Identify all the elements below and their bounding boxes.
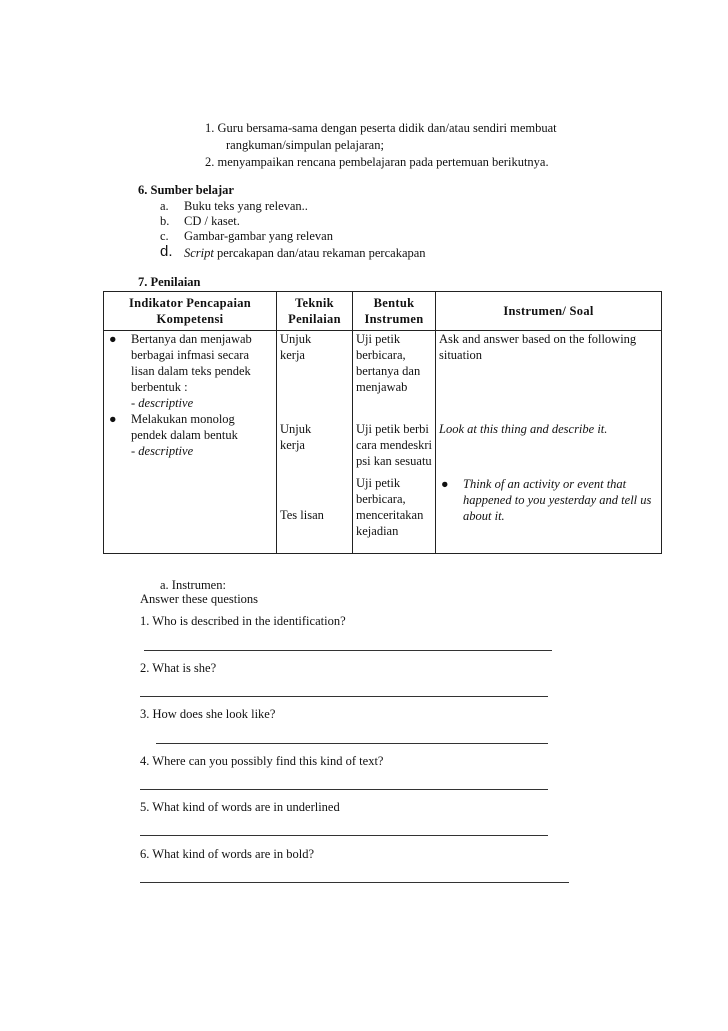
sumber-item-a: Buku teks yang relevan.. [184, 199, 308, 213]
question-5: 5. What kind of words are in underlined [140, 800, 340, 814]
bentuk-cell [353, 331, 436, 554]
bentuk-1: Uji petik berbicara, bertanya dan menjawab [356, 332, 421, 394]
closing-item-1-line-2: rangkuman/simpulan pelajaran; [226, 138, 384, 152]
sumber-item-d-italic: Script [184, 246, 214, 260]
question-2: 2. What is she? [140, 661, 217, 675]
teknik-2: Unjuk kerja [280, 422, 312, 452]
indicator-2 [107, 411, 273, 459]
sumber-item-c: Gambar-gambar yang relevan [184, 229, 333, 243]
instrumen-intro: Answer these questions [140, 592, 259, 606]
penilaian-heading: 7. Penilaian [138, 275, 201, 289]
answer-line-6 [140, 882, 569, 883]
sumber-item-a-marker: a. [160, 199, 169, 213]
sumber-item-b-marker: b. [160, 214, 170, 228]
indicator-1-line: lisan dalam teks pendek [131, 364, 251, 378]
instrumen-heading: a. Instrumen: [160, 578, 226, 592]
sumber-item-d [184, 246, 426, 261]
bentuk-2: Uji petik berbicara mendeskripsi kan sesuatu [356, 422, 433, 468]
header-teknik: Teknik Penilaian [277, 292, 353, 331]
answer-line-5 [140, 835, 548, 836]
teknik-cell [277, 331, 353, 554]
answer-line-1 [144, 650, 552, 651]
question-6: 6. What kind of words are in bold? [140, 847, 315, 861]
sumber-heading: 6. Sumber belajar [138, 183, 234, 197]
indicator-1-line: berbagai infmasi secara [131, 348, 249, 362]
penilaian-table [103, 291, 662, 554]
teknik-3: Tes lisan [280, 508, 324, 522]
soal-2: Look at this thing and describe it. [439, 422, 608, 436]
question-1: 1. Who is described in the identification? [140, 614, 346, 628]
closing-item-2: 2. menyampaikan rencana pembelajaran pada pertemuan berikutnya. [205, 155, 549, 169]
indicator-2-line: pendek dalam bentuk [131, 428, 238, 442]
soal-cell [436, 331, 662, 554]
bentuk-3: Uji petik berbicara, menceritakan kejadian [356, 476, 424, 538]
indicator-2-type: - descriptive [131, 444, 194, 458]
answer-line-2 [140, 696, 548, 697]
sumber-item-d-text: percakapan dan/atau rekaman percakapan [213, 246, 426, 260]
table-row [104, 331, 662, 554]
header-indikator: Indikator Pencapaian Kompetensi [104, 292, 277, 331]
teknik-1: Unjuk kerja [280, 332, 312, 362]
question-4: 4. Where can you possibly find this kind of text? [140, 754, 384, 768]
indicator-1 [107, 331, 273, 411]
indicator-1-type: - descriptive [131, 396, 194, 410]
soal-3-item [439, 476, 658, 524]
bullet-icon: ● [441, 477, 449, 491]
header-soal: Instrumen/ Soal [436, 292, 662, 331]
answer-line-3 [156, 743, 548, 744]
indicator-1-line: Bertanya dan menjawab [131, 332, 252, 346]
closing-item-1-line-1: 1. Guru bersama-sama dengan peserta didik dan/atau sendiri membuat [205, 121, 557, 135]
soal-1: Ask and answer based on the following situation [439, 332, 637, 362]
header-bentuk: Bentuk Instrumen [353, 292, 436, 331]
bullet-icon: ● [109, 332, 117, 346]
answer-line-4 [140, 789, 548, 790]
soal-3: Think of an activity or event that happened to you yesterday and tell us about it. [463, 477, 652, 523]
indicator-1-line: berbentuk : [131, 380, 188, 394]
indicator-2-line: Melakukan monolog [131, 412, 235, 426]
sumber-item-b: CD / kaset. [184, 214, 240, 228]
table-header-row [104, 292, 662, 331]
sumber-item-c-marker: c. [160, 229, 169, 243]
bullet-icon: ● [109, 412, 117, 426]
sumber-item-d-marker: d. [160, 243, 173, 260]
question-3: 3. How does she look like? [140, 707, 276, 721]
indikator-cell [104, 331, 277, 554]
